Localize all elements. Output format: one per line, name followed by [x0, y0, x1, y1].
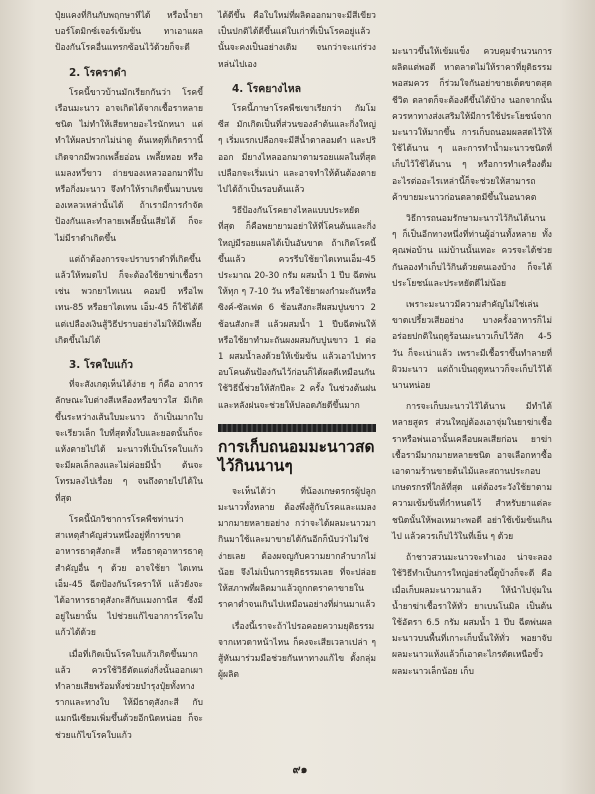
text-column-left: [55, 8, 203, 794]
paragraph: เพราะมะนาวมีความสำคัญไม่ใช่เล่นขาดเปรี้ยวเสียอย่าง บางครั้งอาหารก็ไม่อร่อยปกติในฤดูร้อนมะนาวเก็บไว้สัก 4-5 วัน ก็จะเน่าแล้ว เพราะมีเชื้อราขึ้นทำลายที่ผิวมะนาว แต่ถ้าเป็นฤดูหนาวก็จะเก็บไว้ได้นานหน่อย: [392, 300, 552, 392]
text-column-middle: [218, 8, 376, 794]
paragraph: ถ้าชาวสวนมะนาวจะทำเอง น่าจะลองใช้วิธีทำเป็นการใหญ่อย่างนี้ดูบ้างก็จะดี คือเมื่อเก็บผลมะนาวมาแล้ว ให้นำไปจุ่มในน้ำยาฆ่าเชื้อราให้ทั่ว ยาเบนโนมิล เป็นต้น ใช้อัตรา 6.5 กรัม ผสมน้ำ 1 ปีบ ฉีดพ่นผลมะนาวบนพื้นที่เกาะเก็บนั้นให้ทั่ว พอยาจับผลมะนาวแห้งแล้วก็เอาตะไกรตัดเหนือขั้วผลมะนาวเล็กน้อย เก็บ: [392, 553, 552, 677]
paragraph: โรคนี้ขาวบ้านมักเรียกกันว่า โรคขี้เรือนมะนาว อาจเกิดได้จากเชื้อราหลายชนิด ไม่ทำให้เสียหายอะไรนักหนา แต่ทำให้ผลปรากไม่น่าดู ต้นเหตุที่เกิดราานี้ เกิดจากมีพวกเพลี้ยอ่อน เพลี้ยหอย หรือแมลงหวี่ขาว ถ่ายของเหลวออกมาที่ใบหรือกิ่งมะนาว จึงทำให้ราเกิดขึ้นมาบนของเหลวเหล่านั้นได้ ถ้าเรามีการกำจัดป้องกันและทำลายเพลี้ยนั้นเสียได้ ก็จะไม่มีราดำเกิดขึ้น: [55, 87, 203, 244]
paragraph: จะเห็นได้ว่า ที่น้องเกษตรกรผู้ปลูกมะนาวทั้งหลาย ต้องพึ่งสู้กับโรคและแมลงมากมายหลายอย่าง กว่าจะได้ผลมะนาวมากินมาใช้และมาขายได้กันอีกก็นับว่าไม่ใช่ง่ายเลย ต้องผจญกับความยากลำบากไม่น้อย จึงไม่เป็นการยุติธรรมเลย ที่จะปล่อยให้สภาพที่ผลิตมาแล้วถูกกดราคาขายในราคาต่ำจนเกินไปเหมือนอย่างที่ผ่านมาแล้ว: [218, 486, 376, 611]
page-number: ๙๑: [292, 763, 308, 776]
paragraph: วิธีการถนอมรักษามะนาวไว้กินได้นาน ๆ ก็เป็นอีกทางหนึ่งที่ท่านผู้อ่านทั้งหลาย ทั้งคุณพ่อบ้าน แม่บ้านนั้นเทอะ ควรจะได้ช่วยกันลองทำเก็บไว้กินด้วยตนเองบ้าง ก็จะได้ประโยชน์และประหยัดดีไม่น้อย: [392, 214, 552, 289]
paragraph: เรื่องนี้เราจะถ้าไปรอคอยความยุติธรรมจากเทวดาหน้าไหน ก็คงจะเสียเวลาเปล่า ๆ สู้หันมาร่วมมือช่วยกันหาทางแก้ไข ตั้งกลุ่มผู้ผลิต: [218, 621, 376, 681]
paragraph: โรคนี้ภาษาโรคพืชเขาเรียกว่า กัมโมซีส มักเกิดเป็นที่ส่วนของลำต้นและกิ่งใหญ่ ๆ เริ่มแรกเปลือกจะมีสีน้ำตาลอมดำ และปริออก มียางไหลออกมาตามรอยแผลในที่สุดเปลือกจะเริ่มเน่า และอาจทำให้ต้นต้องตายไปได้ถ้าเป็นรอบต้นแล้ว: [218, 104, 376, 196]
paragraph: แต่ถ้าต้องการจะปราบราดำที่เกิดขึ้นแล้วให้หมดไป ก็จะต้องใช้ยาฆ่าเชื้อรา เช่น พวกยาไทเนน คอมบี หรือไพเทน-85 หรือยาไดเทน เอ็ม-45 ก็ใช้ได้ดี แต่เปลืองเงินสู้วิธีปราบอย่างไม่ให้มีเพลี้ยเกิดขึ้นไม่ได้: [55, 254, 203, 346]
paragraph: โรคนี้นักวิชาการโรคพืชท่านว่า สาเหตุสำคัญส่วนหนึ่งอยู่ที่การขาดอาหารธาตุสังกะสี หรือธาตุอาหารธาตุสำคัญอื่น ๆ ด้วย อาจใช้ยา ไดเทน เอ็ม-45 ฉีดป้องกันโรคราให้ แล้วยังจะได้อาหารธาตุสังกะสีกับแมงกานีส ซึ่งมีอยู่ในยานั้น ไปช่วยแก้ไขอาการโรคใบแก้วได้ด้วย: [55, 514, 203, 639]
text-column-right: [392, 44, 552, 794]
section-divider-bar: [218, 424, 376, 432]
subheading-leaf-mottle: 3. โรคใบแก้ว: [69, 359, 134, 372]
paragraph: ปุ๋ยแคงที่กินกับพฤกษาทีได้ หรือน้ำยาบอร์โดมิกซ์เจอร์เข้มข้น ทาเอาแผลป้องกันโรคอื่นแทรกซ้อนไว้ด้วยก็จะดี: [55, 11, 203, 54]
paragraph: ได้ดีขึ้น คือใบใหม่ที่ผลิตออกมาจะมีสีเขียวเป็นปกติได้ดีขึ้นแต่ใบเก่าที่เป็นโรคอยู่แล้วนั้นจะคงเป็นอย่างเดิม จนกว่าจะแก่ร่วงหล่นไปเอง: [218, 11, 376, 70]
section-title: การเก็บถนอมมะนาวสดไว้กินนานๆ: [218, 437, 375, 475]
paragraph: ที่จะสังเกตุเห็นได้ง่าย ๆ ก็คือ อาการลักษณะใบต่างสีเหลืองหรือขาวใส มีเกิดขึ้นระหว่างเส้นใบมะนาว ถ้าเป็นมากใบจะเรียวเล็ก ใบที่สุดทั้งใบและยอดนั้นก็จะแห้งตายไปได้ มะนาวที่เป็นโรคใบแก้ว จะมีผลเล็กลงและไม่ค่อยมีน้ำ ต้นจะโทรมลงไปเรื่อย ๆ จนถึงตายไปได้ในที่สุด: [55, 380, 203, 504]
paragraph: มะนาวขึ้นให้เข้มแข็ง ควบคุมจำนวนการผลิตแต่พอดี หาตลาดไม่ให้ราคาที่ยุติธรรมพอสมควร ก็ร่วมใจกันอย่าขายเด็ดขาดสุดชีวิต ตลาดก็จะต้องดีขึ้นได้บ้าง นอกจากนั้นควรหาทางส่งเสริมให้มีการใช้ประโยชน์จากมะนาวให้มากขึ้น การเก็บถนอมผลสดไว้ให้ใช้ได้นาน ๆ และการทำน้ำมะนาวชนิดที่เก็บไว้ใช้ได้นาน ๆ หรือการทำเครื่องดื่มอะไรต่ออะไรเหล่านี้ก็จะช่วยให้สามารถค้าขายมะนาวก่อนตลาดมีขึ้นในอนาคต: [392, 47, 552, 203]
paragraph: การจะเก็บมะนาวไว้ได้นาน มีทำได้หลายสูตร ส่วนใหญ่ต้องเอาจุ่มในยาฆ่าเชื้อราหรือพ่นเอานั้นเคลือบผลเสียก่อน ยาฆ่าเชื้อรามีมากมายหลายชนิด อาจเลือกหาซื้อเอาตามร้านขายต้นไม้และสถานประกอบเกษตรกรที่ใกล้ที่สุด แต่ต้องระวังใช้ยาตามความเข้มข้นที่กำหนดไว้ สำหรับยาแต่ละชนิดนั้นให้พอเหมาะพอดี อย่าใช้เข้มข้นเกินไป แล้วควรเก็บไว้ในที่เย็น ๆ ด้วย: [392, 402, 552, 542]
paragraph: เมื่อที่เกิดเป็นโรคใบแก้วเกิดขึ้นมากแล้ว ควรใช้วิธีตัดแต่งกิ่งนั้นออกเผาทำลายเสียพร้อมทั้งช่วยบำรุงปุ๋ยทั้งทางรากและทางใบ ให้มีธาตุสังกะสี กับแมกนีเซียมเพิ่มขึ้นด้วยอีกนิดหน่อย ก็จะช่วยแก้ไขโรคใบแก้ว: [55, 649, 203, 741]
subheading-sooty-mold: 2. โรคราดำ: [69, 66, 127, 79]
paragraph: วิธีป้องกันโรคยางไหลแบบประหยัดที่สุด ก็คือพยายามอย่าให้ที่โคนต้นและกิ่งใหญ่มีรอยแผลได้เป็นอันขาด ถ้าเกิดโรคนี้ขึ้นแล้ว ควรรีบใช้ยาไดเทนเอ็ม-45 ประมาณ 20-30 กรัม ผสมน้ำ 1 ปีบ ฉีดพ่นให้ทุก ๆ 7-10 วัน หรือใช้ยาผงกำมะถันหรือซิงค์-ซัลเฟต 6 ช้อนสังกะสีผสมปูนขาว 2 ช้อนสังกะสี แล้วผสมน้ำ 1 ปีบฉีดพ่นให้ หรือใช้ยาทำมะถันผงผสมกับปูนขาว 1 ต่อ 1 ผสมน้ำลงด้วยให้เข้มข้น แล้วเอาไปทารอบโคนต้นป้องกันไว้ก่อนก็ได้ผลดีเหมือนกัน ใช้วิธีนี้ช่วยให้สักปีละ 2 ครั้ง ในช่วงต้นฝนและหลังฝนจะช่วยให้ปลอดภัยดีขึ้นมาก: [218, 206, 376, 411]
subheading-gummosis: 4. โรคยางไหล: [232, 82, 302, 95]
